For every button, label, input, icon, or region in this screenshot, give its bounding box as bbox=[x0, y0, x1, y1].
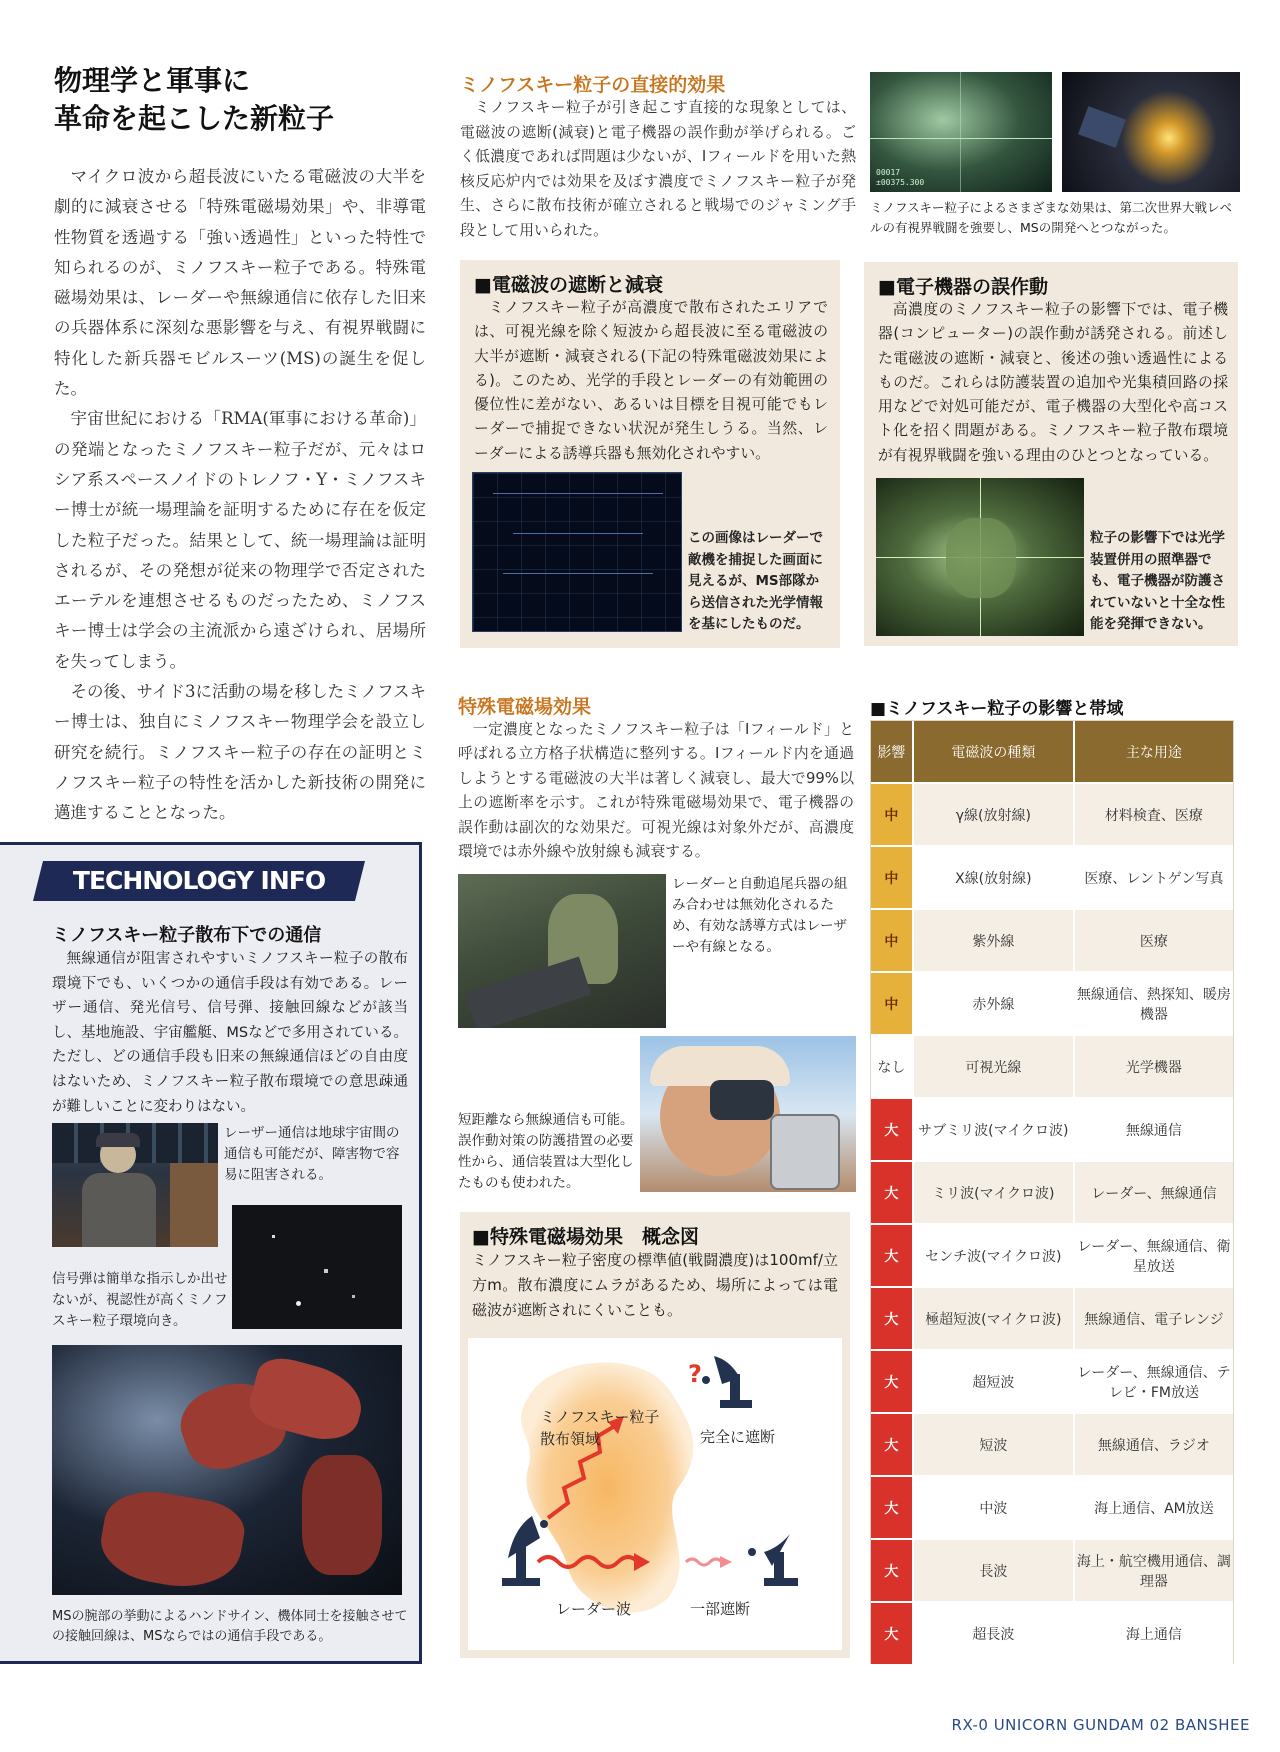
band-use-cell: 無線通信、電子レンジ bbox=[1074, 1287, 1233, 1350]
table-row bbox=[871, 846, 1233, 909]
band-use-cell: 無線通信 bbox=[1074, 1098, 1233, 1161]
band-use-cell: レーダー、無線通信 bbox=[1074, 1161, 1233, 1224]
band-level-cell: 中 bbox=[871, 909, 913, 972]
band-use-cell: 医療、レントゲン写真 bbox=[1074, 846, 1233, 909]
band-level-cell: 大 bbox=[871, 1350, 913, 1413]
band-type-cell: 赤外線 bbox=[913, 972, 1074, 1035]
table-row bbox=[871, 909, 1233, 972]
laser-comm-image bbox=[52, 1123, 218, 1247]
elec-block-caption: 粒子の影響下では光学装置併用の照準器でも、電子機器が防護されていないと十全な性能を発揮できない。 bbox=[1090, 530, 1225, 632]
band-table-grid bbox=[871, 721, 1233, 1666]
band-type-cell: 超長波 bbox=[913, 1602, 1074, 1665]
table-row bbox=[871, 1602, 1233, 1665]
band-use-cell: 海上通信 bbox=[1074, 1602, 1233, 1665]
radar-dish-left bbox=[502, 1516, 548, 1586]
band-table-header-type: 電磁波の種類 bbox=[913, 721, 1074, 783]
table-row bbox=[871, 1224, 1233, 1287]
effect-photo-green bbox=[870, 72, 1052, 192]
short-range-comm-caption: 短距離なら無線通信も可能。誤作動対策の防護措置の必要性から、通信装置は大型化したものも使われた。 bbox=[458, 1112, 634, 1191]
em-block-caption: この画像はレーダーで敵機を捕捉した画面に見えるが、MS部隊から送信された光学情報を基にしたものだ。 bbox=[688, 530, 823, 632]
band-use-cell: 無線通信、ラジオ bbox=[1074, 1413, 1233, 1476]
elec-block-body: 高濃度のミノフスキー粒子の影響下では、電子機器(コンピューター)の誤作動が誘発される。前述した電磁波の遮断・減衰と、後述の強い透過性によるものだ。これらは防護装置の追加や光集積回路の採用などで対処可能だが、電子機器の大型化や高コスト化を招く問題がある。ミノフスキー粒子散布環境が有視界戦闘を強いる理由のひとつとなっている。 bbox=[878, 301, 1228, 464]
band-table bbox=[870, 720, 1234, 1664]
band-level-cell: 大 bbox=[871, 1602, 913, 1665]
band-type-cell: 紫外線 bbox=[913, 909, 1074, 972]
direct-effect-heading: ミノフスキー粒子の直接的効果 bbox=[460, 74, 726, 96]
partial-wave-arrow bbox=[686, 1559, 722, 1565]
concept-diagram-svg bbox=[468, 1338, 842, 1650]
band-use-cell: 無線通信、熱探知、暖房機器 bbox=[1074, 972, 1233, 1035]
band-level-cell: 中 bbox=[871, 972, 913, 1035]
radar-weapon-caption: レーダーと自動追尾兵器の組み合わせは無効化されるため、有効な誘導方式はレーザーや有線となる。 bbox=[672, 876, 848, 955]
laser-comm-caption: レーザー通信は地球宇宙間の通信も可能だが、障害物で容易に阻害される。 bbox=[224, 1125, 400, 1183]
page-title-line1: 物理学と軍事に bbox=[54, 64, 251, 97]
table-row bbox=[871, 1287, 1233, 1350]
band-table-header-row bbox=[871, 721, 1233, 783]
signal-flare-image bbox=[232, 1205, 402, 1329]
table-row bbox=[871, 1161, 1233, 1224]
band-type-cell: 中波 bbox=[913, 1476, 1074, 1539]
main-paragraph-3: その後、サイド3に活動の場を移したミノフスキー博士は、独自にミノフスキー物理学会を設立し研究を続行。ミノフスキー粒子の存在の証明とミノフスキー粒子の特性を活かした新技術の開発に邁進することとなった。 bbox=[54, 682, 426, 823]
special-field-body: 一定濃度となったミノフスキー粒子は「Iフィールド」と呼ばれる立方格子状構造に整列する。Iフィールド内を通過しようとする電磁波の大半は著しく減衰し、最大で99%以上の遮断率を示す。これが特殊電磁場効果で、電子機器の誤作動は副次的な効果だ。可視光線は対象外だが、高濃度環境では赤外線や放射線も減衰する。 bbox=[458, 721, 854, 861]
tech-info-body: 無線通信が阻害されやすいミノフスキー粒子の散布環境下でも、いくつかの通信手段は有効である。レーザー通信、発光信号、信号弾、接触回線などが該当し、基地施設、宇宙艦艇、MSなどで多用されている。ただし、どの通信手段も旧来の無線通信ほどの自由度はないため、ミノフスキー粒子散布環境での意思疎通が難しいことに変わりはない。 bbox=[52, 951, 408, 1115]
band-type-cell: センチ波(マイクロ波) bbox=[913, 1224, 1074, 1287]
em-block bbox=[460, 260, 840, 648]
main-article bbox=[54, 62, 426, 829]
table-row bbox=[871, 783, 1233, 846]
page-title-line2: 革命を起こした新粒子 bbox=[54, 102, 335, 135]
band-level-cell: 大 bbox=[871, 1413, 913, 1476]
band-type-cell: X線(放射線) bbox=[913, 846, 1074, 909]
band-level-cell: 中 bbox=[871, 783, 913, 846]
band-type-cell: 可視光線 bbox=[913, 1035, 1074, 1098]
radar-weapon-image bbox=[458, 874, 666, 1028]
band-type-cell: ミリ波(マイクロ波) bbox=[913, 1161, 1074, 1224]
band-use-cell: レーダー、無線通信、テレビ・FM放送 bbox=[1074, 1350, 1233, 1413]
short-range-comm-image bbox=[640, 1036, 856, 1192]
special-field-heading: 特殊電磁場効果 bbox=[458, 696, 592, 718]
band-level-cell: 大 bbox=[871, 1539, 913, 1602]
radar-screen-image bbox=[472, 472, 682, 632]
direct-effect-body: ミノフスキー粒子が引き起こす直接的な現象としては、電磁波の遮断(減衰)と電子機器の誤作動が挙げられる。ごく低濃度であれば問題は少ないが、Iフィールドを用いた熱核反応炉内では効果を及ぼす濃度でミノフスキー粒子が発生、さらに散布技術が確立されると戦場でのジャミング手段として用いられた。 bbox=[460, 99, 856, 239]
diagram-block-heading: ■特殊電磁場効果 概念図 bbox=[472, 1226, 699, 1248]
band-table-body bbox=[871, 783, 1233, 1665]
table-row bbox=[871, 1098, 1233, 1161]
diagram-question-mark: ? bbox=[688, 1360, 702, 1388]
diagram-label-cloud: ミノフスキー粒子 散布領域 bbox=[540, 1408, 660, 1448]
radar-dish-right-bottom bbox=[748, 1534, 798, 1586]
tech-info-logo: TECHNOLOGY INFO bbox=[33, 861, 365, 901]
particle-cloud-shape bbox=[521, 1363, 693, 1613]
tech-info-heading: ミノフスキー粒子散布下での通信 bbox=[52, 925, 322, 946]
em-block-body: ミノフスキー粒子が高濃度で散布されたエリアでは、可視光線を除く短波から超長波に至る電磁波の大半が遮断・減衰される(下記の特殊電磁波効果による)。このため、光学的手段とレーダーの有効範囲の優位性に差がない、あるいは目標を目視可能でもレーダーで捕捉できない状況が発生しうる。当然、レーダーによる誘導兵器も無効化されやすい。 bbox=[474, 299, 828, 462]
band-use-cell: レーダー、無線通信、衛星放送 bbox=[1074, 1224, 1233, 1287]
diagram-block-body: ミノフスキー粒子密度の標準値(戦闘濃度)は100mf/立方m。散布濃度にムラがあるため、場所によっては電磁波が遮断されにくいことも。 bbox=[472, 1251, 838, 1319]
band-use-cell: 海上・航空機用通信、調理器 bbox=[1074, 1539, 1233, 1602]
band-level-cell: 大 bbox=[871, 1161, 913, 1224]
diagram-label-radar-wave: レーダー波 bbox=[556, 1600, 632, 1618]
band-level-cell: 大 bbox=[871, 1476, 913, 1539]
band-level-cell: 大 bbox=[871, 1224, 913, 1287]
band-use-cell: 光学機器 bbox=[1074, 1035, 1233, 1098]
hud-readout: 00017 ±00375.300 bbox=[876, 168, 925, 187]
band-type-cell: 長波 bbox=[913, 1539, 1074, 1602]
band-type-cell: 極超短波(マイクロ波) bbox=[913, 1287, 1074, 1350]
signal-flare-caption: 信号弾は簡単な指示しか出せないが、視認性が高くミノフスキー粒子環境向き。 bbox=[52, 1271, 228, 1329]
table-row bbox=[871, 1413, 1233, 1476]
page-title bbox=[54, 62, 426, 138]
effect-photo-space bbox=[1062, 72, 1240, 192]
band-type-cell: 短波 bbox=[913, 1413, 1074, 1476]
main-body bbox=[54, 162, 426, 829]
table-row bbox=[871, 1350, 1233, 1413]
em-block-heading: ■電磁波の遮断と減衰 bbox=[474, 274, 663, 296]
table-row bbox=[871, 1035, 1233, 1098]
main-paragraph-2: 宇宙世紀における「RMA(軍事における革命)」の発端となったミノフスキー粒子だが、元々はロシア系スペースノイドのトレノフ・Y・ミノフスキー博士が統一場理論を証明するために存在を仮定した粒子だった。結果として、統一場理論は証明されるが、その発想が従来の物理学で否定されたエーテルを連想させるものだったため、ミノフスキー博士は学会の主流派から遠ざけられ、居場所を失ってしまう。 bbox=[54, 409, 426, 671]
tech-info-box bbox=[0, 842, 422, 1664]
table-row bbox=[871, 1476, 1233, 1539]
band-level-cell: 大 bbox=[871, 1287, 913, 1350]
band-type-cell: サブミリ波(マイクロ波) bbox=[913, 1098, 1074, 1161]
diagram-block bbox=[460, 1212, 850, 1658]
diagram-label-partial-block: 一部遮断 bbox=[690, 1600, 751, 1618]
radar-dish-right-top bbox=[702, 1356, 752, 1408]
band-level-cell: なし bbox=[871, 1035, 913, 1098]
band-table-header-use: 主な用途 bbox=[1074, 721, 1233, 783]
main-paragraph-1: マイクロ波から超長波にいたる電磁波の大半を劇的に減衰させる「特殊電磁場効果」や、非導電性物質を透過する「強い透過性」といった特性で知られるのが、ミノフスキー粒子である。特殊電磁場効果は、レーダーや無線通信に依存した旧来の兵器体系に深刻な悪影響を与え、有視界戦闘に特化した新兵器モビルスーツ(MS)の誕生を促した。 bbox=[54, 167, 426, 399]
page-footer: RX-0 UNICORN GUNDAM 02 BANSHEE bbox=[951, 1716, 1250, 1734]
band-level-cell: 大 bbox=[871, 1098, 913, 1161]
diagram-label-full-block: 完全に遮断 bbox=[700, 1428, 776, 1446]
band-use-cell: 医療 bbox=[1074, 909, 1233, 972]
targeting-scope-image bbox=[876, 478, 1084, 636]
contact-comm-image bbox=[52, 1345, 402, 1595]
band-level-cell: 中 bbox=[871, 846, 913, 909]
band-type-cell: γ線(放射線) bbox=[913, 783, 1074, 846]
band-use-cell: 海上通信、AM放送 bbox=[1074, 1476, 1233, 1539]
elec-block bbox=[864, 262, 1238, 646]
band-table-title: ■ミノフスキー粒子の影響と帯域 bbox=[870, 699, 1124, 719]
band-table-header-level: 影響 bbox=[871, 721, 913, 783]
table-row bbox=[871, 1539, 1233, 1602]
band-type-cell: 超短波 bbox=[913, 1350, 1074, 1413]
band-use-cell: 材料検査、医療 bbox=[1074, 783, 1233, 846]
direct-effect-photo-caption: ミノフスキー粒子によるさまざまな効果は、第二次世界大戦レベルの有視界戦闘を強要し、MSの開発へとつながった。 bbox=[870, 200, 1233, 235]
contact-comm-caption: MSの腕部の挙動によるハンドサイン、機体同士を接触させての接触回線は、MSならではの通信手段である。 bbox=[52, 1609, 408, 1644]
concept-diagram bbox=[468, 1338, 842, 1650]
elec-block-heading: ■電子機器の誤作動 bbox=[878, 276, 1048, 298]
table-row bbox=[871, 972, 1233, 1035]
